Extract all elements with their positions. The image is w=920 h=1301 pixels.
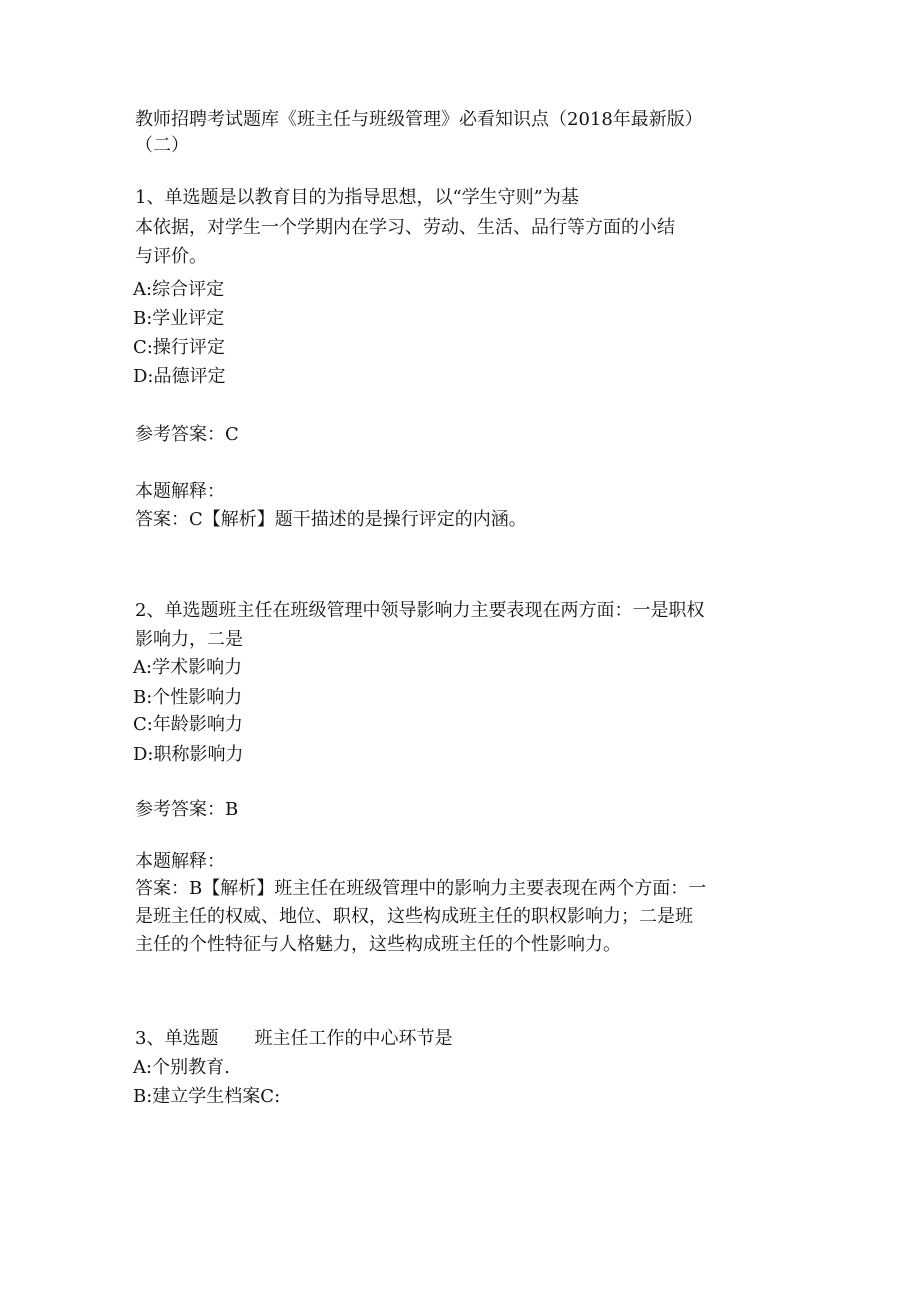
question-1-stem-end: 与评价。 bbox=[135, 246, 207, 267]
question-2-option-b: B:个性影响力 bbox=[133, 687, 243, 708]
question-2-option-c: C:年龄影响力 bbox=[133, 714, 243, 735]
question-2-explanation-end: 主任的个性特征与人格魅力，这些构成班主任的个性影响力。 bbox=[135, 934, 621, 955]
question-2-option-d: D:职称影响力 bbox=[133, 744, 244, 765]
question-1-explanation: 答案：C【解析】题干描述的是操行评定的内涵。 bbox=[135, 509, 527, 530]
document-title: 教师招聘考试题库《班主任与班级管理》必看知识点（2018年最新版） bbox=[135, 109, 703, 130]
question-3-option-a: A:个别教育. bbox=[133, 1057, 230, 1078]
question-1-stem: 1、单选题是以教育目的为指导思想，以“学生守则”为基 bbox=[135, 187, 579, 208]
question-2-option-a: A:学术影响力 bbox=[133, 657, 243, 678]
question-1-explain-label: 本题解释： bbox=[135, 481, 225, 502]
question-1-option-b: B:学业评定 bbox=[133, 308, 225, 329]
document-title-continued: （二） bbox=[135, 135, 189, 156]
question-1-answer: 参考答案：C bbox=[135, 424, 239, 445]
question-1-option-c: C:操行评定 bbox=[133, 337, 225, 358]
question-2-stem-continued: 影响力，二是 bbox=[135, 629, 243, 650]
question-1-stem-continued: 本依据，对学生一个学期内在学习、劳动、生活、品行等方面的小结 bbox=[135, 217, 675, 238]
question-2-explanation: 答案：B【解析】班主任在班级管理中的影响力主要表现在两个方面：一 bbox=[135, 878, 707, 899]
question-2-explanation-continued: 是班主任的权威、地位、职权，这些构成班主任的职权影响力；二是班 bbox=[135, 906, 693, 927]
question-2-stem: 2、单选题班主任在班级管理中领导影响力主要表现在两方面：一是职权 bbox=[135, 600, 705, 621]
question-2-explain-label: 本题解释： bbox=[135, 851, 225, 872]
question-1-option-a: A:综合评定 bbox=[133, 279, 225, 300]
question-3-option-b: B:建立学生档案C: bbox=[133, 1086, 281, 1107]
question-1-option-d: D:品德评定 bbox=[133, 366, 226, 387]
question-2-answer: 参考答案：B bbox=[135, 799, 239, 820]
question-3-stem: 3、单选题 班主任工作的中心环节是 bbox=[135, 1028, 453, 1049]
